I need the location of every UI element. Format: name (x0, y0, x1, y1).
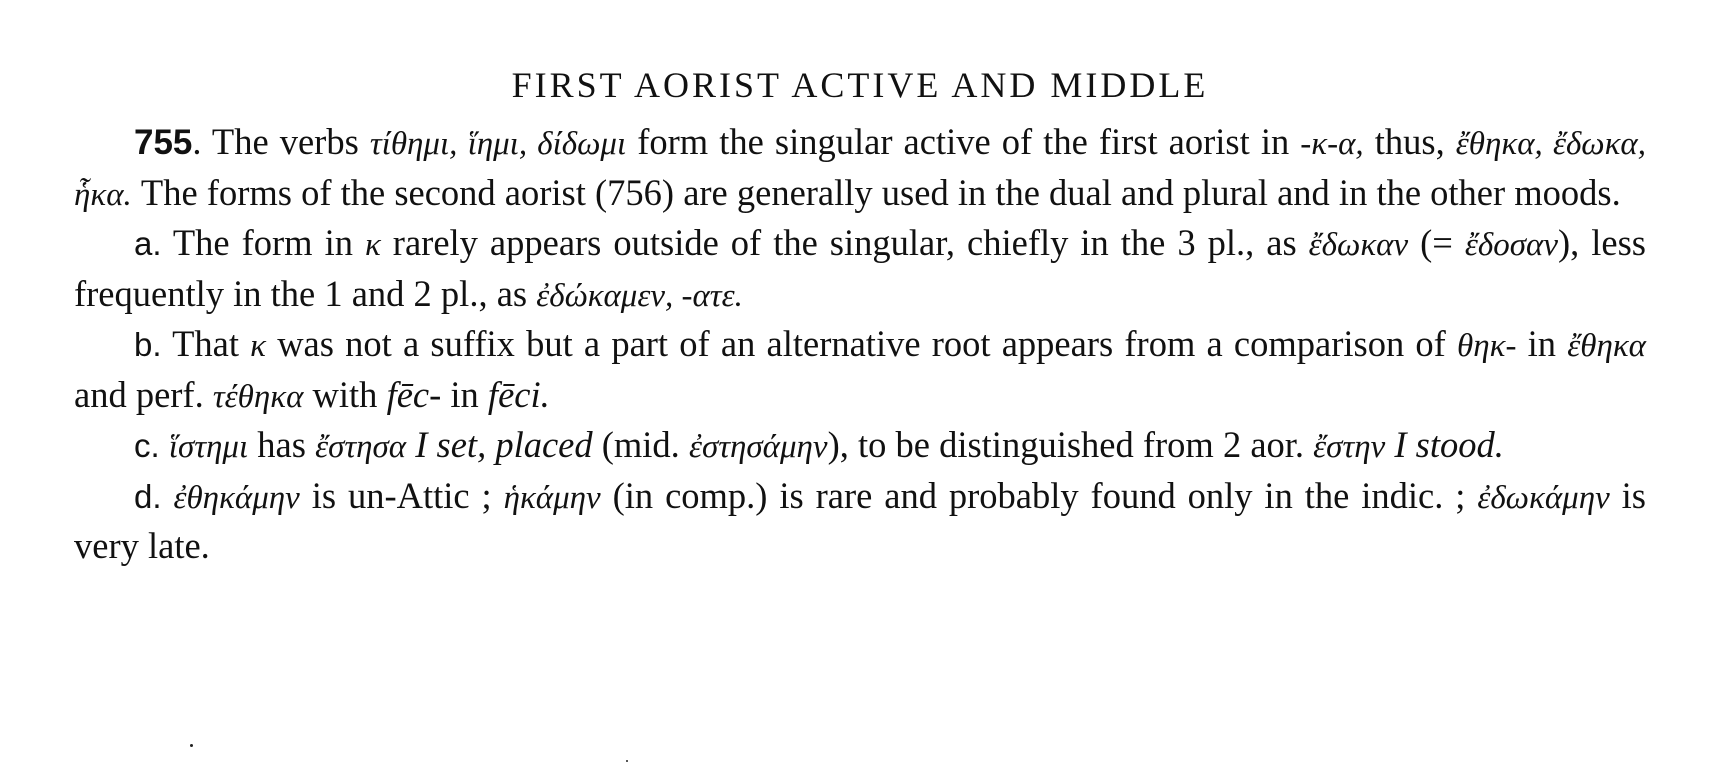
note-a (74, 219, 1646, 320)
greek-text: θηκ- (1457, 328, 1517, 364)
text: . The verbs (192, 121, 370, 162)
text: is un-Attic ; (299, 474, 504, 516)
text: with (303, 373, 387, 415)
greek-text: τίθημι, ἵημι, δίδωμι (369, 126, 627, 162)
text: The forms of the second aorist (756) are generally used in the dual and plural and in the other moods. (131, 171, 1621, 213)
latin-text: fēci. (487, 373, 550, 415)
text: ), less frequently in the 1 and 2 pl., as (74, 222, 1646, 314)
greek-text: ἔθηκα, ἔδωκα, ἧκα. (74, 126, 1646, 213)
speck-mark (626, 760, 628, 762)
text: (= (1408, 222, 1465, 263)
section-number: 755 (134, 123, 193, 162)
text: rarely appears outside of the singular, chiefly in the 3 pl., as (380, 222, 1309, 263)
text: (mid. (592, 424, 689, 465)
speck-mark (190, 744, 193, 747)
latin-text: fēc- (386, 373, 442, 415)
text: was not a suffix but a part of an alternative root appears from a comparison of (266, 323, 1458, 364)
text: and perf. (74, 373, 213, 415)
section-heading: FIRST AORIST ACTIVE AND MIDDLE (511, 65, 1209, 105)
text: That (161, 323, 251, 364)
english-gloss: I stood. (1385, 424, 1504, 465)
greek-text: ἔδωκαν (1308, 227, 1409, 263)
note-c (74, 421, 1646, 472)
greek-text: τέθηκα (212, 378, 304, 415)
english-gloss: I set, placed (406, 424, 593, 465)
greek-text: ἔστην (1313, 429, 1386, 465)
note-b (74, 320, 1646, 421)
paragraph-755 (74, 118, 1646, 219)
greek-text: -κ-α, (1300, 126, 1364, 162)
text: form the singular active of the first aorist in (626, 121, 1301, 162)
text: in (441, 373, 488, 415)
greek-text: ἔδοσαν (1464, 227, 1558, 263)
text: The form in (161, 222, 365, 263)
greek-text: ἐδώκαμεν, -ατε. (536, 277, 743, 314)
greek-text: κ (364, 227, 381, 263)
greek-text: ἔστησα (315, 429, 407, 465)
greek-text: ἔθηκα (1567, 328, 1646, 364)
text: (in comp.) is rare and probably found only in the indic. ; (600, 474, 1478, 516)
note-letter: c. (134, 427, 160, 464)
document-page (0, 62, 1714, 768)
note-letter: a. (134, 225, 162, 262)
text: in (1516, 323, 1568, 364)
text: ), to be distinguished from 2 aor. (827, 424, 1314, 465)
note-letter: d. (134, 477, 162, 515)
greek-text: κ (250, 328, 266, 364)
greek-text: ἐθηκάμην (173, 479, 300, 516)
greek-text: ἐστησάμην (688, 429, 828, 465)
greek-text: ἡκάμην (503, 479, 601, 516)
text: has (248, 424, 316, 465)
text: thus, (1363, 121, 1456, 162)
note-letter: b. (134, 326, 162, 363)
note-d (74, 472, 1646, 570)
greek-text: ἵστημι (168, 429, 249, 465)
greek-text: ἐδωκάμην (1477, 479, 1610, 516)
text: is very late. (74, 474, 1646, 566)
